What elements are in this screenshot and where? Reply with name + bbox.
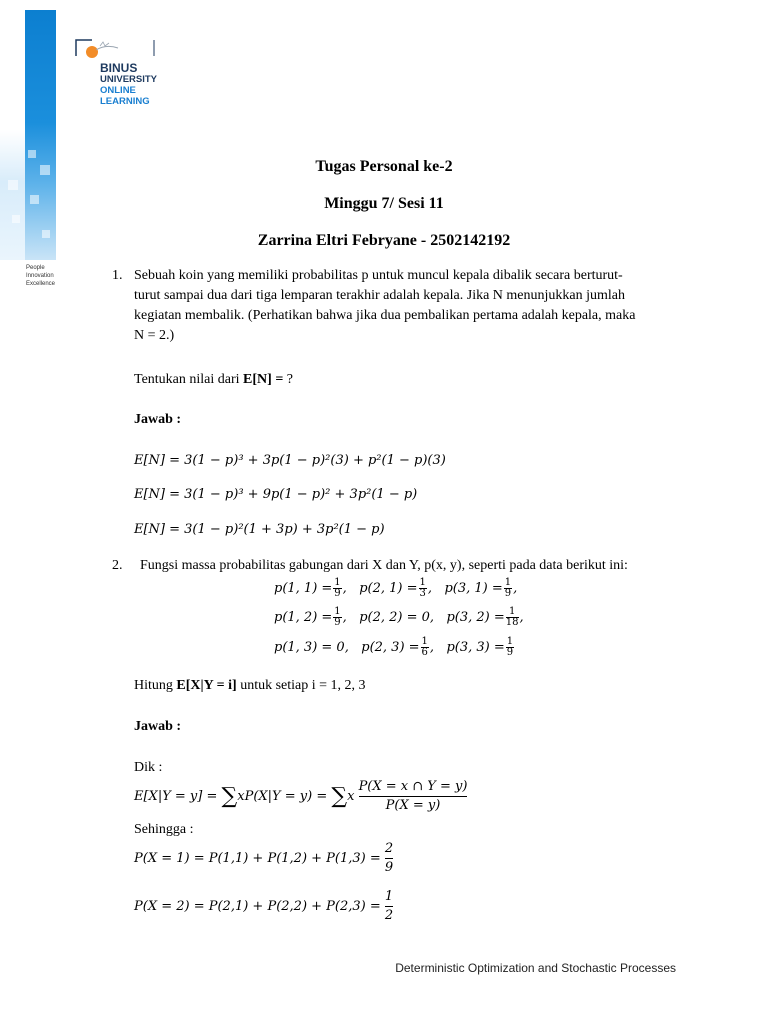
frac-num: 1: [421, 636, 428, 647]
pmf-comma: ,: [429, 640, 435, 655]
pmf-comma: ,: [342, 610, 347, 625]
pmf-term: p(2, 1) =: [359, 581, 418, 596]
fraction: [333, 578, 341, 599]
pmf-term: p(3, 2) =: [446, 610, 505, 625]
pmf-row-3: [274, 637, 515, 658]
prompt-expression: E[X|Y = i]: [176, 678, 237, 693]
logo-line-university: UNIVERSITY: [100, 74, 158, 85]
question-1-line: kegiatan membalik. (Perhatikan bahwa jika dua pembalikan pertama adalah kepala, maka: [134, 308, 636, 323]
prompt-expression: E[N] =: [243, 372, 284, 387]
frac-den: 9: [506, 647, 514, 658]
formula-x: x: [347, 789, 355, 804]
fraction: [421, 637, 429, 658]
pmf-term: p(1, 1) =: [274, 581, 333, 596]
pmf-row-1: [274, 578, 517, 599]
conditional-expectation-formula: [134, 778, 467, 815]
sum-symbol: ∑: [331, 784, 348, 809]
frac-den: 9: [384, 860, 394, 875]
frac-den: 9: [504, 588, 512, 599]
question-2-prompt: [134, 676, 366, 696]
fraction: [359, 778, 468, 815]
fraction: [506, 607, 519, 628]
question-2-text: Fungsi massa probabilitas gabungan dari X dan Y, p(x, y), seperti pada data berikut ini:: [140, 558, 628, 573]
frac-num: 1: [334, 577, 341, 588]
fraction: [385, 840, 393, 877]
pmf-term: p(3, 3) =: [446, 640, 505, 655]
px2-equation: [134, 888, 393, 925]
question-1-number: 1.: [112, 268, 123, 283]
page-footer: Deterministic Optimization and Stochastic Processes: [395, 961, 676, 975]
pmf-comma: ,: [342, 581, 347, 596]
sum-symbol: ∑: [221, 784, 238, 809]
frac-num: 1: [334, 606, 341, 617]
fraction: [504, 578, 512, 599]
equation-2: E[N] = 3(1 − p)³ + 9p(1 − p)² + 3p²(1 − p): [134, 487, 418, 502]
logo-line-online: ONLINE: [100, 85, 136, 96]
tagline-excellence: Excellence: [26, 281, 56, 287]
frac-num: 2: [385, 840, 393, 859]
equation-1: E[N] = 3(1 − p)³ + 3p(1 − p)²(3) + p²(1 − p)(3): [134, 453, 446, 468]
pmf-term: p(2, 2) = 0,: [359, 610, 435, 625]
pmf-comma: ,: [513, 581, 518, 596]
frac-den: P(X = y): [385, 798, 441, 813]
answer-label-1: Jawab :: [134, 412, 182, 427]
tagline-people: People: [26, 265, 45, 271]
prompt-text: Hitung: [134, 678, 177, 693]
frac-num: P(X = x ∩ Y = y): [359, 778, 468, 797]
pattern-square: [8, 180, 18, 190]
question-1-prompt: [134, 370, 293, 390]
prompt-suffix: ?: [283, 372, 294, 387]
equation-3: E[N] = 3(1 − p)²(1 + 3p) + 3p²(1 − p): [134, 522, 385, 537]
pmf-comma: ,: [519, 610, 524, 625]
tagline-innovation: Innovation: [26, 273, 54, 279]
therefore-label: Sehingga :: [134, 822, 194, 837]
frac-num: 1: [504, 577, 512, 588]
author-name: Zarrina Eltri Febryane - 2502142192: [257, 232, 511, 249]
frac-den: 2: [384, 908, 394, 923]
frac-den: 3: [419, 588, 426, 599]
page-title: Tugas Personal ke-2: [315, 158, 453, 175]
brand-tagline: [26, 264, 55, 288]
frac-den: 18: [505, 617, 519, 628]
given-label: Dik :: [134, 760, 163, 775]
equation-lhs: P(X = 2) = P(2,1) + P(2,2) + P(2,3) =: [134, 899, 381, 914]
frac-den: 6: [421, 647, 428, 658]
pmf-comma: ,: [427, 581, 433, 596]
frac-num: 1: [385, 888, 393, 907]
fraction: [419, 578, 427, 599]
fraction: [506, 637, 514, 658]
fraction: [333, 607, 341, 628]
answer-label-2: Jawab :: [134, 719, 182, 734]
question-1-text: [134, 266, 674, 346]
pmf-row-2: [274, 607, 524, 628]
prompt-text: Tentukan nilai dari: [134, 372, 244, 387]
frac-num: 1: [419, 577, 426, 588]
px1-equation: [134, 840, 393, 877]
frac-num: 1: [506, 607, 519, 618]
pmf-term: p(2, 3) =: [361, 640, 420, 655]
fraction: [385, 888, 393, 925]
brand-strip: [25, 10, 56, 260]
brand-sidebar: [0, 0, 56, 260]
question-1-line: N = 2.): [134, 328, 175, 343]
pattern-square: [12, 215, 20, 223]
equation-lhs: P(X = 1) = P(1,1) + P(1,2) + P(1,3) =: [134, 851, 381, 866]
question-1-line: Sebuah koin yang memiliki probabilitas p untuk muncul kepala dibalik secara berturut-: [134, 268, 623, 283]
frac-num: 1: [506, 636, 514, 647]
binus-logo-text: [100, 63, 157, 107]
prompt-suffix: untuk setiap i = 1, 2, 3: [236, 678, 366, 693]
pmf-term: p(3, 1) =: [444, 581, 503, 596]
question-1-line: turut sampai dua dari tiga lemparan terakhir adalah kepala. Jika N menunjukkan jumlah: [134, 288, 625, 303]
pmf-term: p(1, 3) = 0,: [274, 640, 349, 655]
logo-line-learning: LEARNING: [100, 96, 150, 107]
logo-line-binus: BINUS: [100, 61, 138, 75]
frac-den: 9: [334, 617, 341, 628]
pmf-term: p(1, 2) =: [274, 610, 333, 625]
session-label: Minggu 7/ Sesi 11: [324, 195, 444, 212]
formula-middle: xP(X|Y = y) =: [237, 789, 328, 804]
frac-den: 9: [334, 588, 341, 599]
pattern-square: [28, 150, 36, 158]
question-2-number: 2.: [112, 558, 123, 573]
formula-lhs: E[X|Y = y] =: [134, 789, 218, 804]
